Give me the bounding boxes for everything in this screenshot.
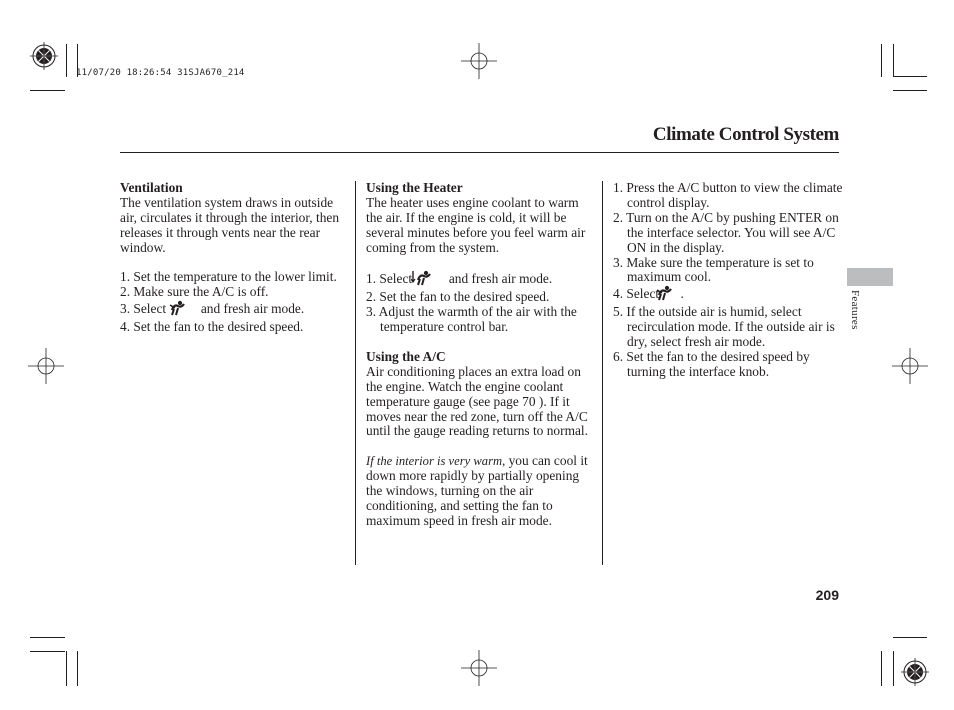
list-item: 1. Set the temperature to the lower limit.	[120, 269, 337, 285]
section-heading: Using the A/C	[366, 348, 446, 364]
list-item: 1. Press the A/C button to view the climate control display.	[613, 180, 843, 210]
list-item-text: and fresh air mode.	[448, 271, 553, 287]
paragraph: The ventilation system draws in outside air, circulates it through the interior, then releases it through vents near the rear window.	[120, 194, 340, 255]
list-item	[613, 285, 845, 305]
list-item: 2. Set the fan to the desired speed.	[366, 289, 550, 305]
list-item-text: 3. Select	[120, 301, 167, 317]
list-item-text: 1. Select	[366, 271, 413, 287]
header-rule	[120, 152, 839, 153]
section-tab-label: Features	[849, 290, 861, 330]
section-heading: Using the Heater	[366, 180, 463, 195]
list-item: 2. Turn on the A/C by pushing ENTER on the interface selector. You will see A/C ON in the display.	[613, 209, 839, 255]
italic-lead: If the interior is very warm,	[366, 454, 506, 469]
list-item: 3. Adjust the warmth of the air with the temperature control bar.	[366, 304, 577, 335]
section-tab	[847, 268, 893, 286]
print-stamp: 11/07/20 18:26:54 31SJA670_214	[76, 68, 245, 78]
list-item: 6. Set the fan to the desired speed by turning the interface knob.	[613, 348, 810, 379]
paragraph: The heater uses engine coolant to warm the air. If the engine is cold, it will be several minutes before you feel warm air coming from the system.	[366, 194, 586, 255]
crosshair-icon	[28, 348, 64, 384]
list-item: 5. If the outside air is humid, select recirculation mode. If the outside air is dry, select fresh air mode.	[613, 304, 835, 350]
paragraph: Air conditioning places an extra load on the engine. Watch the engine coolant temperature gauge (see page 70 ). If it moves near the red zone, turn off the A/C until the gauge reading returns to normal.	[366, 363, 588, 439]
crosshair-icon	[461, 43, 497, 79]
page-title: Climate Control System	[652, 124, 839, 145]
list-item: 4. Set the fan to the desired speed.	[120, 319, 304, 335]
list-item	[120, 300, 346, 320]
column-divider	[602, 181, 603, 565]
column-heater-ac	[366, 181, 596, 529]
column-ventilation	[120, 181, 346, 335]
page-number: 209	[815, 587, 839, 603]
list-item-text: .	[680, 286, 684, 302]
column-divider	[355, 181, 356, 565]
registration-target-icon	[893, 652, 937, 692]
list-item-text: 4. Select	[613, 286, 660, 302]
crosshair-icon	[461, 650, 497, 686]
list-item: 2. Make sure the A/C is off.	[120, 284, 269, 300]
column-ac-steps	[613, 181, 845, 380]
registration-target-icon	[22, 38, 66, 78]
vent-mode-icon	[670, 285, 674, 305]
paragraph-text: you can cool it down more rapidly by partially opening the windows, turning on the air conditioning, and setting the fan to maximum speed in fresh air mode.	[366, 453, 588, 528]
paragraph	[366, 454, 596, 529]
list-item-text: and fresh air mode.	[200, 301, 305, 317]
heat-mode-icon	[425, 270, 433, 290]
section-heading: Ventilation	[120, 180, 183, 195]
list-item: 3. Make sure the temperature is set to maximum cool.	[613, 254, 814, 285]
list-item	[366, 270, 596, 290]
crosshair-icon	[892, 348, 928, 384]
vent-mode-icon	[183, 300, 187, 320]
